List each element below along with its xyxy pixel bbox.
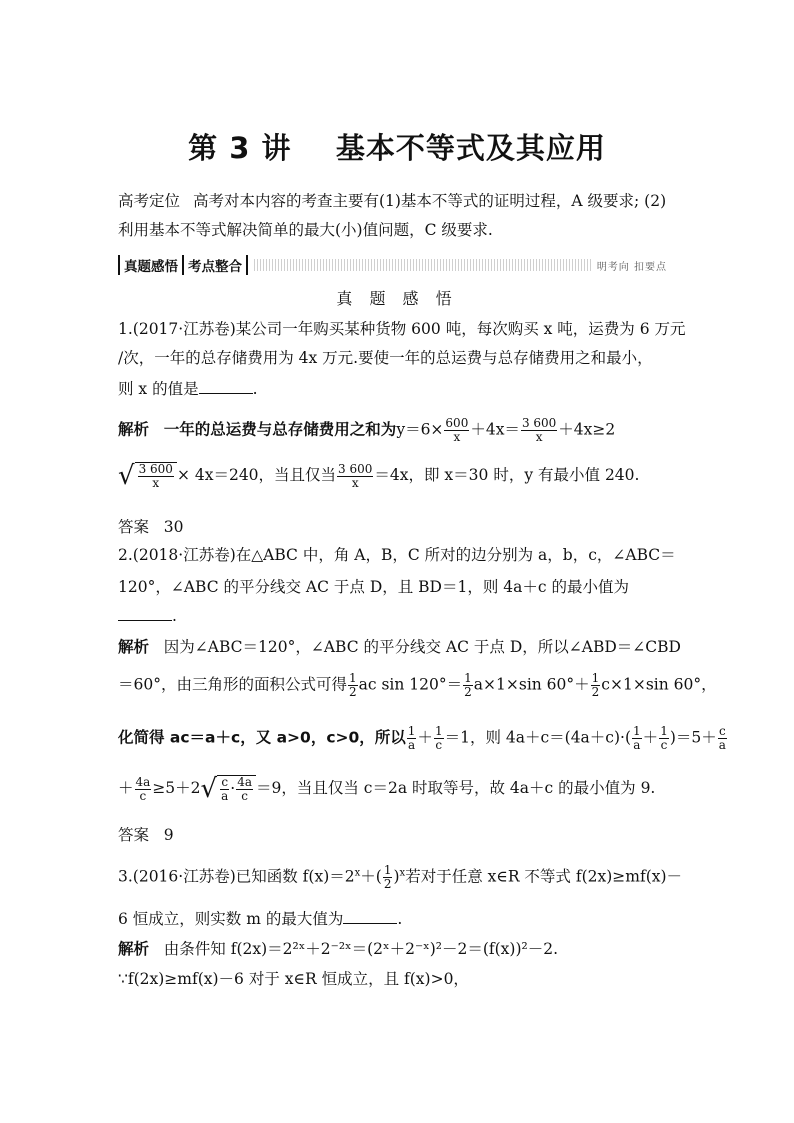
fraction-denominator: a [408, 738, 416, 753]
math-expr: × 4x＝240，当且仅当 [176, 466, 337, 485]
fraction-numerator: 1 [464, 671, 472, 685]
solution-label: 解析 [118, 638, 150, 656]
problem3-question: 6 恒成立，则实数 m 的最大值为 [118, 910, 344, 928]
answer-blank [118, 606, 172, 621]
math-expr: ac sin 120°＝ [358, 675, 463, 694]
fraction [659, 725, 669, 752]
solution-label: 解析 [118, 420, 150, 439]
answer-blank [199, 379, 253, 394]
problem2-line-2: 120°，∠ABC 的平分线交 AC 于点 D，且 BD＝1，则 4a＋c 的最小值为 [118, 578, 629, 596]
sqrt-symbol: √ [118, 461, 135, 492]
fraction [444, 417, 469, 444]
math-expr: ＋ [417, 728, 433, 747]
fraction-numerator: 3 600 [338, 461, 373, 476]
banner-tag-key-points: 考点整合 [184, 255, 248, 275]
positioning-label: 高考定位 [118, 192, 181, 210]
section-title: 真 题 感 悟 [336, 289, 458, 308]
superscript: x [399, 867, 406, 879]
fraction [591, 672, 601, 699]
fraction [236, 776, 253, 803]
fraction-denominator: x [453, 430, 461, 445]
problem1-line-2: /次，一年的总存储费用为 4x 万元.要使一年的总运费与总存储费用之和最小， [118, 349, 653, 367]
problem2-line-1: 2.(2018·江苏卷)在△ABC 中，角 A，B，C 所对的边分别为 a，b，c，∠ABC＝ [118, 546, 676, 564]
answer-value: 9 [163, 826, 174, 844]
banner-tag-real-questions: 真题感悟 [118, 255, 184, 275]
fraction-numerator: 3 600 [521, 416, 557, 430]
math-expr: ＋4x≥2 [558, 420, 616, 439]
sqrt-symbol: √ [200, 774, 218, 805]
solution-text: 一年的总运费与总存储费用之和为 [163, 420, 397, 439]
fraction-numerator: 1 [434, 724, 443, 738]
fraction-denominator: a [221, 789, 229, 804]
problem1-answer [118, 518, 184, 537]
fraction [220, 776, 229, 803]
math-expr: y＝6× [396, 420, 444, 439]
problem1-solution-line-2 [118, 462, 639, 490]
fraction-denominator: a [718, 738, 726, 753]
fraction [135, 776, 152, 803]
problem2-answer [118, 826, 174, 845]
math-expr: ＋ [360, 867, 376, 886]
math-expr: ＝1，则 4a＋c＝(4a＋c)· [444, 728, 625, 747]
positioning-text-1: 高考对本内容的考查主要有(1)基本不等式的证明过程，A 级要求; (2) [192, 192, 667, 210]
fraction [337, 463, 373, 490]
answer-label: 答案 [118, 826, 150, 844]
fraction-denominator: c [241, 789, 248, 804]
fraction-numerator: c [221, 775, 229, 789]
fraction-denominator: x [535, 430, 543, 445]
fraction-numerator: 1 [407, 724, 416, 738]
fraction-denominator: 2 [348, 685, 357, 700]
problem1-line-3: 则 x 的值是 . [118, 380, 258, 398]
answer-label: 答案 [118, 518, 150, 536]
math-expr: ＝5＋ [675, 728, 717, 747]
fraction-numerator: c [718, 724, 726, 738]
sqrt-body: $\frac{c}{a}$ · $\frac{4a}{c}$ [217, 775, 256, 803]
answer-blank [343, 909, 397, 924]
problem3-solution-line-1 [118, 940, 558, 959]
solution-text: 化简得 ac＝a＋c，又 a>0，c>0，所以 [118, 728, 406, 747]
banner-stripes [254, 259, 673, 271]
fraction-denominator: c [435, 738, 443, 753]
fraction-denominator: 2 [464, 685, 472, 700]
answer-value: 30 [163, 518, 184, 536]
problem3-solution-line-2: ∵f(2x)≥mf(x)－6 对于 x∈R 恒成立，且 f(x)>0， [118, 970, 469, 988]
fraction [383, 864, 393, 891]
math-expr: ＝4x，即 x＝30 时，y 有最小值 240. [374, 466, 640, 485]
fraction-denominator: x [152, 476, 160, 491]
fraction [138, 463, 174, 490]
problem1-line-1: 1.(2017·江苏卷)某公司一年购买某种货物 600 吨，每次购买 x 吨，运费为 6 万元 [118, 320, 686, 338]
math-expr: ＝9，当且仅当 c＝2a 时取等号，故 4a＋c 的最小值为 9. [256, 779, 656, 798]
problem1-question: 则 x 的值是 [118, 380, 199, 398]
problem1-solution-line-1 [118, 417, 615, 444]
problem2-solution-line-1 [118, 638, 681, 657]
solution-text: 因为∠ABC＝120°，∠ABC 的平分线交 AC 于点 D，所以∠ABD＝∠CBD [163, 638, 681, 656]
page-title: 第 3 讲 基本不等式及其应用 [188, 131, 606, 165]
math-expr: c×1×sin 60°， [601, 675, 717, 694]
solution-text: ＝60°，由三角形的面积公式可得 [118, 675, 347, 694]
math-expr: ≥5＋2 [152, 779, 201, 798]
fraction-numerator: 3 600 [138, 462, 173, 476]
math-expr: ＋4x＝ [470, 420, 520, 439]
problem3-line-2: 6 恒成立，则实数 m 的最大值为 . [118, 910, 403, 928]
fraction-denominator: 2 [383, 877, 392, 892]
banner-hint: 明考向 扣要点 [591, 258, 673, 273]
fraction [521, 417, 557, 444]
problem2-solution-line-2 [118, 672, 717, 699]
fraction-denominator: c [660, 738, 668, 753]
problem2-solution-line-4: ＋ $\frac{4a}{c}$ ≥5＋2√ $\frac{c}{a}$ · $\frac{4a}{c}$ ＝9，当且仅当 c＝2a 时取等号，故 4a＋c 的最小值为 9. [118, 774, 656, 805]
fraction-numerator: 1 [348, 671, 357, 685]
fraction [407, 725, 417, 752]
fraction-numerator: 4a [237, 775, 252, 789]
fraction [718, 725, 727, 752]
sqrt-body [135, 462, 177, 490]
fraction-denominator: c [139, 788, 147, 803]
fraction-numerator: 600 [445, 416, 469, 430]
solution-text: 由条件知 f(2x)＝2²ˣ＋2⁻²ˣ＝(2ˣ＋2⁻ˣ)²－2＝(f(x))²－2. [163, 940, 559, 958]
solution-label: 解析 [118, 940, 150, 958]
math-expr: a×1×sin 60°＋ [473, 675, 590, 694]
fraction-denominator: a [633, 738, 641, 753]
problem3-text: 3.(2016·江苏卷)已知函数 f(x)＝2 [118, 867, 355, 886]
fraction-numerator: 1 [660, 724, 668, 738]
fraction [463, 672, 473, 699]
fraction-numerator: 1 [383, 863, 392, 877]
fraction [434, 725, 444, 752]
fraction-denominator: x [351, 475, 359, 490]
fraction-numerator: 1 [591, 671, 600, 685]
fraction-denominator: 2 [591, 685, 600, 700]
problem2-line-3: . [118, 606, 177, 626]
positioning-line-2: 利用基本不等式解决简单的最大(小)值问题，C 级要求. [118, 221, 493, 239]
positioning-line-1 [118, 192, 666, 211]
fraction-numerator: 4a [135, 774, 151, 789]
problem2-solution-line-3: 化简得 ac＝a＋c，又 a>0，c>0，所以 $\frac{1}{a}$ ＋ $\frac{1}{c}$ ＝1，则 4a＋c＝(4a＋c)·( $\frac{1}{a}$ ＋ $\frac{1}{c}$ )＝5＋ $\frac{c}{a}$ [118, 724, 726, 753]
fraction [348, 672, 358, 699]
problem3-text: 若对于任意 x∈R 不等式 f(2x)≥mf(x)－ [405, 867, 683, 886]
fraction-numerator: 1 [633, 724, 641, 738]
superscript: x [354, 867, 361, 879]
section-banner [118, 256, 679, 274]
fraction [632, 725, 642, 752]
problem3-line-1: 3.(2016·江苏卷)已知函数 $f(x)=2^x+$( $\frac{1}{2}$ )$^x$若对于任意 x∈R 不等式 f(2x)≥mf(x)－ [118, 863, 683, 892]
